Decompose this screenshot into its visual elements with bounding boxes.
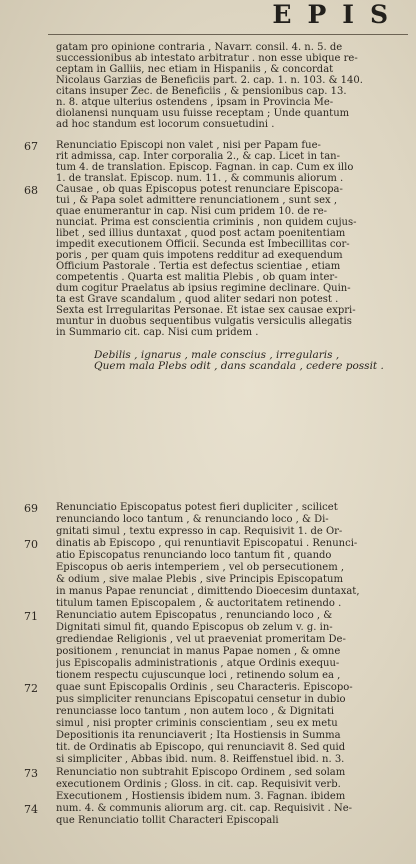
text-line: & odium , sive malae Plebis , sive Principis Episcopatum (56, 574, 343, 585)
text-line: Renunciatio non subtrahit Episcopo Ordinem , sed solam (56, 767, 346, 778)
text-line: poris , per quam quis impotens redditur ad exequendum (56, 250, 343, 261)
text-line: quae sunt Episcopalis Ordinis , seu Characteris. Episcopo- (56, 682, 353, 693)
verse-line: Debilis , ignarus , male conscius , irregularis , (94, 350, 340, 361)
text-line: num. 4. & communis aliorum arg. cit. cap. Requisivit . Ne- (56, 803, 353, 814)
paragraph-number: 71 (24, 610, 38, 623)
text-line: Episcopus ob aeris intemperiem , vel ob persecutionem , (56, 562, 345, 573)
text-line: dum cogitur Praelatus ab ipsius regimine declinare. Quin- (56, 283, 351, 294)
text-line: Nicolaus Garzias de Beneficiis part. 2. cap. 1. n. 103. & 140. (56, 75, 363, 86)
text-line: rit admissa, cap. Inter corporalia 2., & cap. Licet in tan- (56, 151, 340, 162)
text-line: competentis . Quarta est malitia Plebis , ob quam inter- (56, 272, 338, 283)
text-line: Executionem , Hostiensis ibidem num. 3. Fagnan. ibidem (56, 791, 346, 802)
text-line: titulum tamen Episcopalem , & auctoritatem retinendo . (56, 598, 342, 609)
text-line: dinatis ab Episcopo , qui renuntiavit Episcopatui . Renunci- (56, 538, 358, 549)
text-line: in manus Papae renunciat , dimittendo Dioecesim duntaxat, (56, 586, 360, 597)
text-line: pus simpliciter renuncians Episcopatui censetur in dubio (56, 694, 346, 705)
text-line: Dignitati simul fit, quando Episcopus ob zelum v. g. in- (56, 622, 333, 633)
text-line: Renunciatio autem Episcopatus , renunciando loco , & (56, 610, 333, 621)
text-line: n. 8. atque ulterius ostendens , ipsam in Provincia Me- (56, 97, 334, 108)
text-line: citans insuper Zec. de Beneficiis , & pensionibus cap. 13. (56, 86, 347, 97)
text-line: gnitati simul , textu expresso in cap. Requisivit 1. de Or- (56, 526, 343, 537)
text-line: Sexta est Irregularitas Personae. Et istae sex causae expri- (56, 305, 356, 316)
text-line: atio Episcopatus renunciando loco tantum fit , quando (56, 550, 332, 561)
paragraph-number: 70 (24, 538, 38, 551)
text-line: gatam pro opinione contraria , Navarr. consil. 4. n. 5. de (56, 42, 343, 53)
running-header: EPIS (272, 0, 404, 29)
verse-line: Quem mala Plebs odit , dans scandala , cedere possit . (94, 361, 384, 372)
text-line: Causae , ob quas Episcopus potest renunciare Episcopa- (56, 184, 343, 195)
paragraph-number: 72 (24, 682, 38, 695)
paragraph-number: 69 (24, 502, 38, 515)
text-line: impedit executionem Officii. Secunda est Imbecillitas cor- (56, 239, 350, 250)
text-line: tit. de Ordinatis ab Episcopo, qui renunciavit 8. Sed quid (56, 742, 346, 753)
text-line: tum 4. de translation. Episcop. Fagnan. in cap. Cum ex illo (56, 162, 354, 173)
text-line: que Renunciatio tollit Characteri Episcopali (56, 815, 279, 826)
text-line: ta est Grave scandalum , quod aliter sedari non potest . (56, 294, 339, 305)
paragraph-number: 68 (24, 184, 38, 197)
text-line: grediendae Religionis , vel ut praeveniat promeritam De- (56, 634, 346, 645)
paragraph-number: 73 (24, 767, 38, 780)
paragraph-number: 74 (24, 803, 38, 816)
text-line: Officium Pastorale . Tertia est defectus scientiae , etiam (56, 261, 341, 272)
header-rule (48, 34, 408, 35)
text-line: libet , sed illius duntaxat , quod post actam poenitentiam (56, 228, 346, 239)
text-line: successionibus ab intestato arbitratur . non esse ubique re- (56, 53, 358, 64)
text-line: muntur in duobus sequentibus vulgatis versiculis allegatis (56, 316, 352, 327)
paragraph-number: 67 (24, 140, 38, 153)
text-line: si simpliciter , Abbas ibid. num. 8. Reiffenstuel ibid. n. 3. (56, 754, 345, 765)
text-line: renunciasse loco tantum , non autem loco , & Dignitati (56, 706, 335, 717)
text-line: diolanensi nunquam usu fuisse receptam ; Unde quantum (56, 108, 350, 119)
text-line: Renunciatio Episcopi non valet , nisi per Papam fue- (56, 140, 321, 151)
text-line: 1. de translat. Episcop. num. 11. , & communis aliorum . (56, 173, 344, 184)
text-line: renunciando loco tantum , & renunciando loco , & Di- (56, 514, 329, 525)
text-line: tui , & Papa solet admittere renunciationem , sunt sex , (56, 195, 338, 206)
text-line: quae enumerantur in cap. Nisi cum pridem 10. de re- (56, 206, 328, 217)
text-line: simul , nisi propter criminis conscientiam , seu ex metu (56, 718, 338, 729)
text-line: ceptam in Galliis, nec etiam in Hispaniis , & concordat (56, 64, 334, 75)
text-line: executionem Ordinis ; Gloss. in cit. cap. Requisivit verb. (56, 779, 341, 790)
text-line: in Summario cit. cap. Nisi cum pridem . (56, 327, 259, 338)
text-line: Renunciatio Episcopatus potest fieri dupliciter , scilicet (56, 502, 338, 513)
text-line: tionem respectu cujuscunque loci , retinendo solum ea , (56, 670, 341, 681)
text-line: positionem , renunciat in manus Papae nomen , & omne (56, 646, 341, 657)
text-line: Depositionis ita renunciaverit ; Ita Hostiensis in Summa (56, 730, 341, 741)
text-line: nunciat. Prima est conscientia criminis , non quidem cujus- (56, 217, 357, 228)
text-line: ad hoc standum est locorum consuetudini . (56, 119, 275, 130)
text-line: jus Episcopalis administrationis , atque Ordinis exequu- (56, 658, 340, 669)
